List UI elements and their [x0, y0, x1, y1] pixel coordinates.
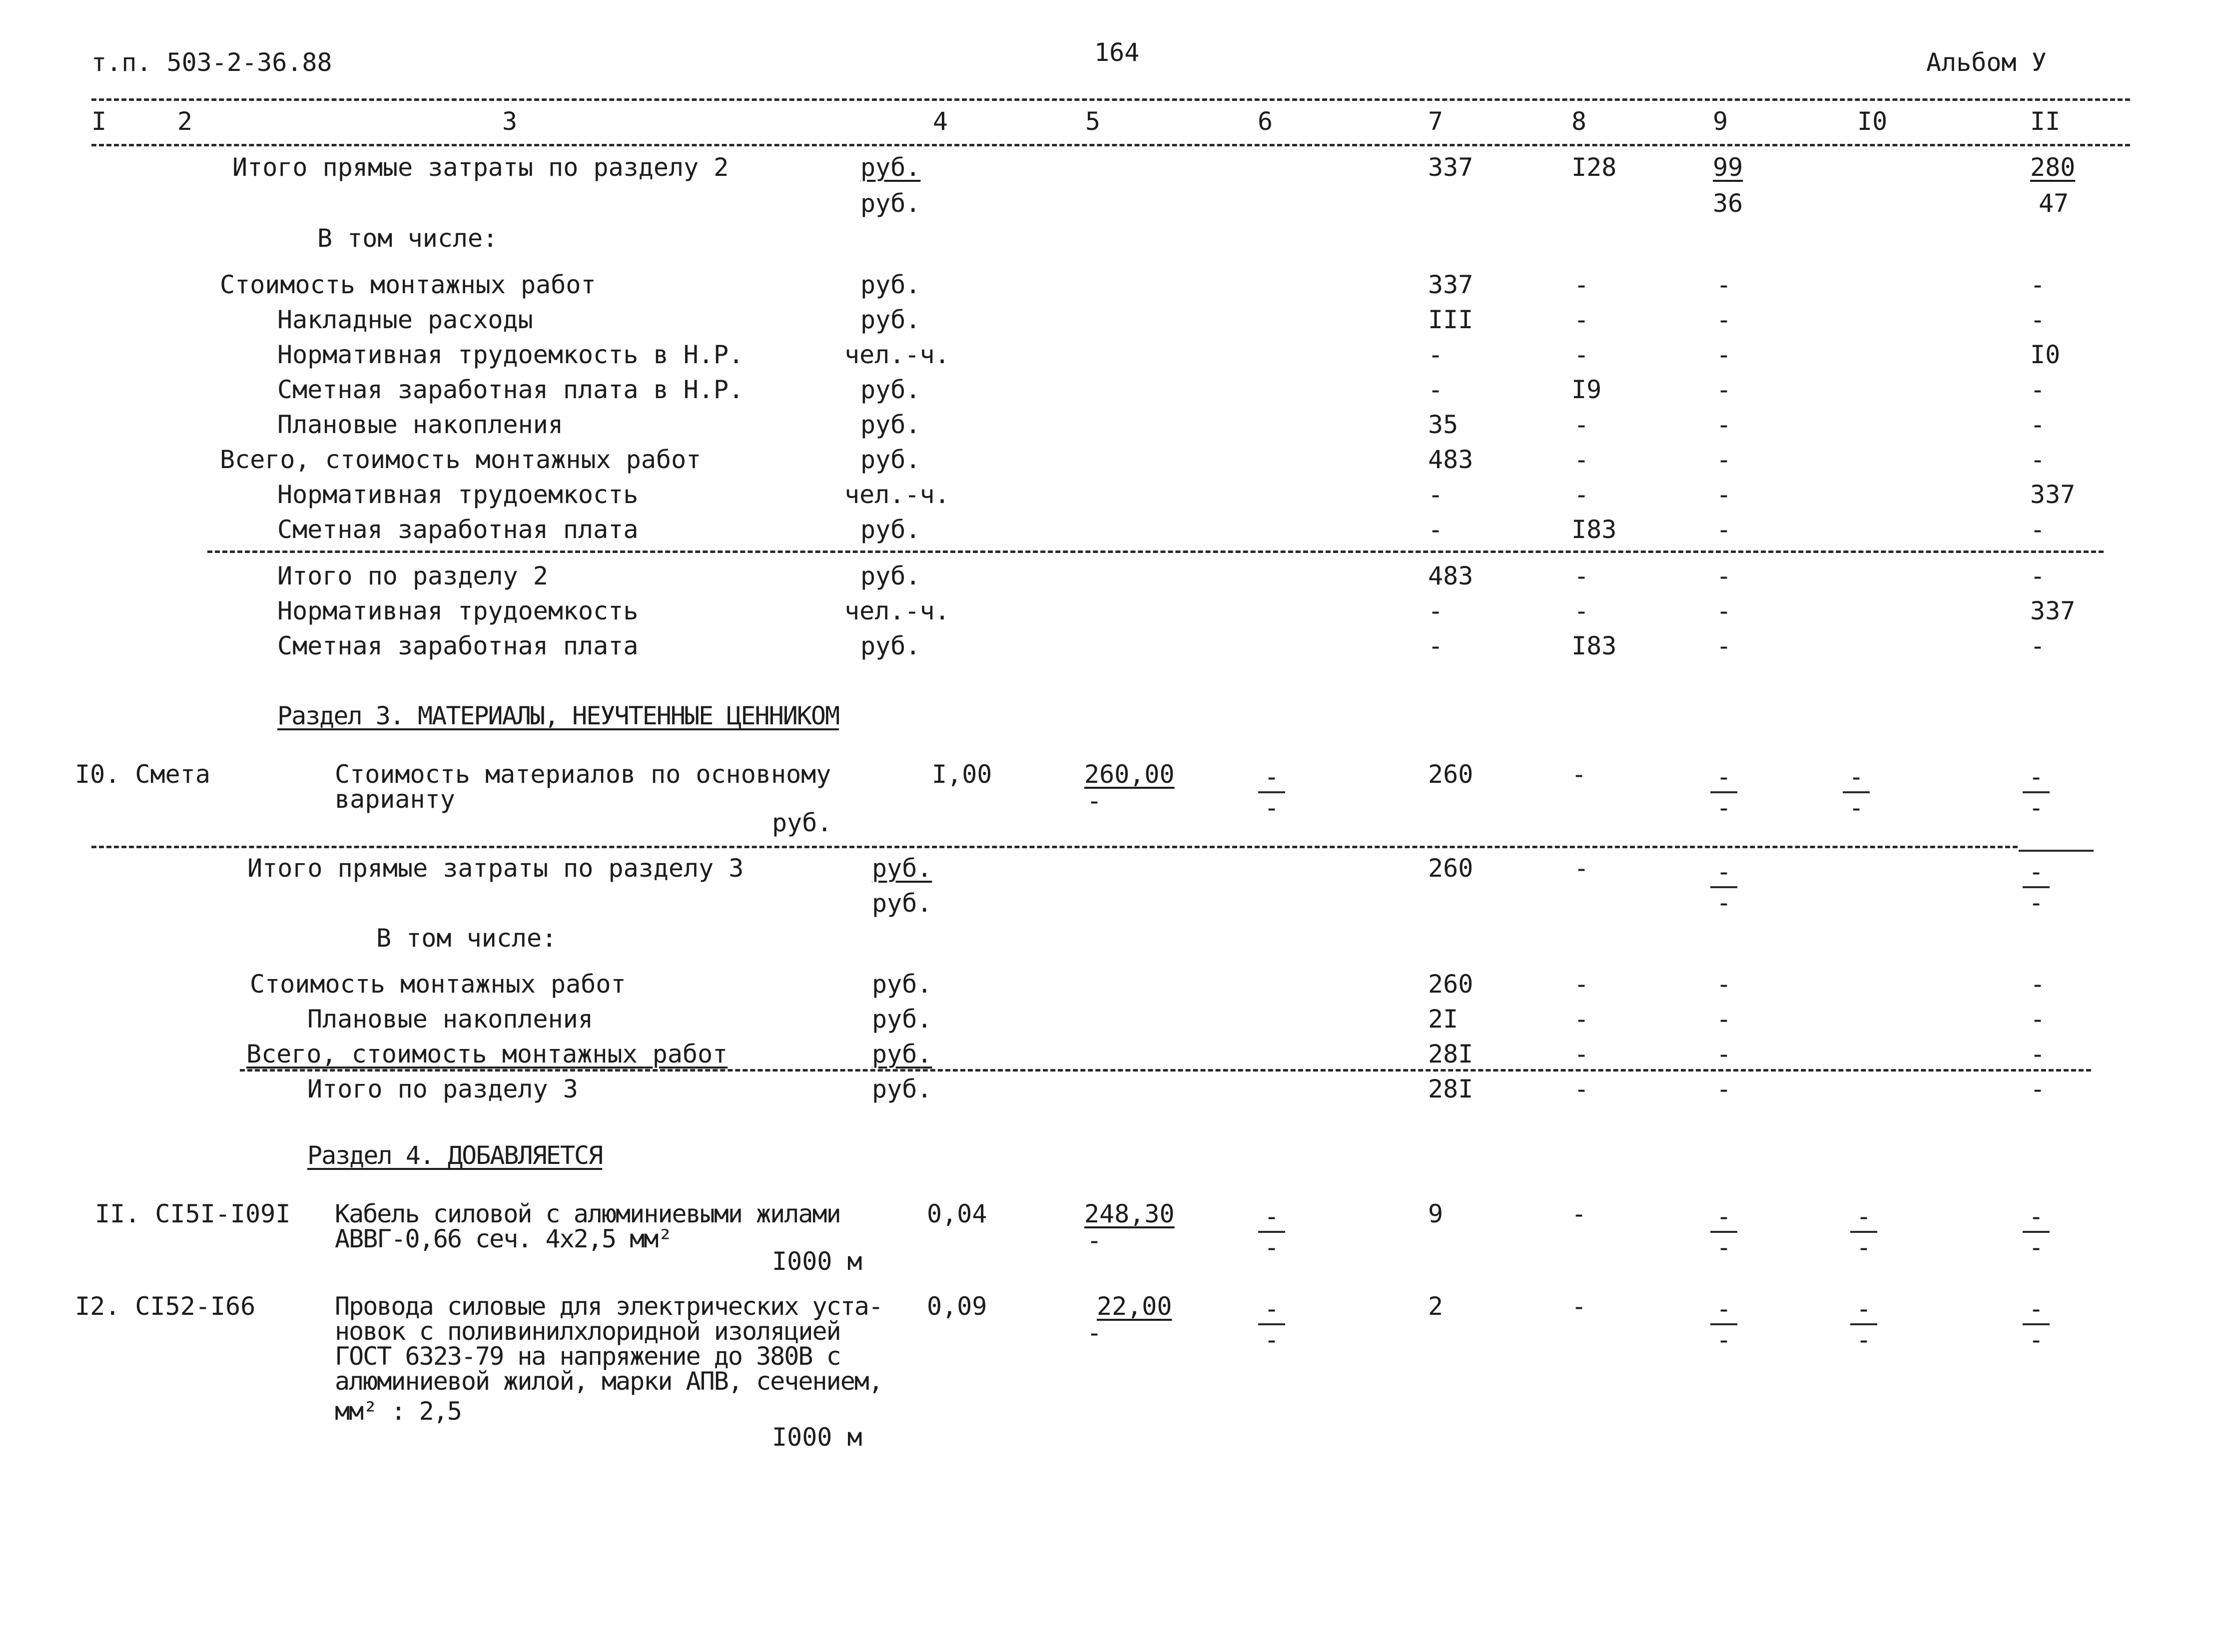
section2-col11-top: 280	[2030, 153, 2076, 182]
section3-unit: руб.	[872, 854, 932, 883]
item-desc-line2: варианту	[335, 785, 455, 814]
item-desc-line: мм² : 2,5	[335, 1397, 461, 1426]
row-col9: -	[1716, 970, 1732, 999]
row-label: Итого по разделу 3	[307, 1075, 578, 1103]
section2-including: В том числе:	[317, 224, 498, 253]
page-number: 164	[1094, 38, 1140, 67]
row-col7: 35	[1428, 410, 1459, 439]
doc-reference: т.п. 503-2-36.88	[91, 48, 332, 77]
col-header-1: I	[91, 107, 107, 136]
row-unit: руб.	[860, 631, 921, 660]
row-label: Итого по разделу 2	[277, 561, 548, 590]
col-header-8: 8	[1571, 107, 1587, 136]
row-col9: -	[1716, 561, 1732, 590]
item-number: I2. CI52-I66	[75, 1292, 256, 1321]
section2-col7: 337	[1428, 153, 1474, 182]
row-unit: руб.	[860, 375, 921, 404]
row-col9: -	[1716, 631, 1732, 660]
section2-col9-top: 99	[1713, 153, 1743, 182]
section3-unit-2: руб.	[872, 889, 932, 918]
row-label: Всего, стоимость монтажных работ	[220, 445, 702, 474]
row-unit: чел.-ч.	[844, 596, 950, 625]
item-col7: 2	[1428, 1292, 1444, 1321]
item-col7: 9	[1428, 1199, 1444, 1228]
fraction-dash-mark: - -	[1254, 764, 1289, 820]
row-col7: -	[1428, 631, 1444, 660]
section2-col11-bottom: 47	[2039, 189, 2069, 218]
fraction-dash-mark: - -	[2019, 859, 2054, 915]
section3-total-divider	[240, 1069, 2091, 1072]
item-col8: -	[1571, 760, 1587, 789]
section2-direct-costs-label: Итого прямые затраты по разделу 2	[232, 153, 729, 182]
row-col9: -	[1716, 305, 1732, 334]
row-col7: -	[1428, 375, 1444, 404]
row-col8: -	[1574, 561, 1589, 590]
row-col7: 28I	[1428, 1075, 1474, 1103]
row-col7: -	[1428, 596, 1444, 625]
row-col9: -	[1716, 340, 1732, 369]
section3-including: В том числе:	[376, 924, 557, 953]
row-col11: -	[2030, 1040, 2046, 1069]
row-label: Плановые накопления	[307, 1005, 593, 1034]
row-label: Нормативная трудоемкость	[277, 480, 639, 509]
row-col11: -	[2030, 270, 2046, 299]
item-price-bottom: -	[1087, 786, 1102, 815]
row-col8: -	[1574, 410, 1589, 439]
row-col7: III	[1428, 305, 1474, 334]
row-label: Нормативная трудоемкость в Н.Р.	[277, 340, 744, 369]
row-col8: -	[1574, 305, 1589, 334]
row-col7: 2I	[1428, 1005, 1459, 1034]
item-unit: I000 м	[772, 1247, 862, 1276]
row-label: Стоимость монтажных работ	[220, 270, 596, 299]
section3-direct-costs-label: Итого прямые затраты по разделу 3	[247, 854, 744, 883]
item-quantity: 0,09	[927, 1292, 987, 1321]
col-header-6: 6	[1258, 107, 1273, 136]
header-bottom-rule	[91, 144, 2130, 146]
row-col8: I83	[1571, 515, 1617, 544]
row-col9: -	[1716, 1075, 1732, 1103]
row-col8: -	[1574, 340, 1589, 369]
row-col9: -	[1716, 515, 1732, 544]
row-unit: руб.	[860, 410, 921, 439]
item-desc-line: АВВГ-0,66 сеч. 4х2,5 мм²	[335, 1224, 672, 1253]
col-header-2: 2	[177, 107, 193, 136]
row-col11: -	[2030, 970, 2046, 999]
row-col7: -	[1428, 480, 1444, 509]
row-col11: -	[2030, 305, 2046, 334]
item-desc-line: Провода силовые для электрических уста-	[335, 1292, 882, 1321]
fraction-dash-mark: - -	[2019, 1204, 2054, 1260]
col-header-4: 4	[933, 107, 948, 136]
item-unit-price: 22,00	[1097, 1292, 1172, 1321]
row-label: Плановые накопления	[277, 410, 563, 439]
item-price-bottom: -	[1087, 1226, 1102, 1255]
col-header-11: II	[2030, 107, 2061, 136]
item-desc-line1: Стоимость материалов по основному	[335, 760, 831, 789]
fraction-dash-mark: - -	[1254, 1296, 1289, 1352]
col-header-3: 3	[502, 107, 518, 136]
row-label: Нормативная трудоемкость	[277, 596, 639, 625]
item-quantity: 0,04	[927, 1199, 987, 1228]
row-unit: руб.	[872, 970, 932, 999]
row-label: Сметная заработная плата	[277, 515, 639, 544]
row-unit: руб.	[872, 1005, 932, 1034]
row-col8: -	[1574, 1040, 1589, 1069]
section2-divider	[207, 551, 2104, 553]
section2-col9-bottom: 36	[1713, 189, 1743, 218]
row-col7: 28I	[1428, 1040, 1474, 1069]
section3-col7: 260	[1428, 854, 1474, 883]
row-unit: руб.	[872, 1040, 932, 1069]
row-label: Сметная заработная плата	[277, 631, 639, 660]
row-col9: -	[1716, 1040, 1732, 1069]
row-label: Сметная заработная плата в Н.Р.	[277, 375, 744, 404]
row-unit: руб.	[860, 270, 921, 299]
row-col7: -	[1428, 340, 1444, 369]
row-col11: -	[2030, 375, 2046, 404]
row-col11: -	[2030, 445, 2046, 474]
fraction-dash-mark: - -	[1706, 764, 1741, 820]
item-price-bottom: -	[1087, 1318, 1102, 1347]
section3-col8: -	[1574, 854, 1589, 883]
section3-divider	[91, 846, 2018, 848]
row-col9: -	[1716, 596, 1732, 625]
row-col8: I83	[1571, 631, 1617, 660]
fraction-dash-mark: - -	[1706, 859, 1741, 915]
col-header-10: I0	[1857, 107, 1888, 136]
col-header-9: 9	[1713, 107, 1728, 136]
col-header-7: 7	[1428, 107, 1444, 136]
section3-divider-solid	[2019, 850, 2094, 852]
row-col11: -	[2030, 561, 2046, 590]
item-col8: -	[1571, 1199, 1587, 1228]
row-col11: -	[2030, 1005, 2046, 1034]
row-col7: -	[1428, 515, 1444, 544]
row-label: Всего, стоимость монтажных работ	[246, 1040, 728, 1069]
row-col9: -	[1716, 445, 1732, 474]
row-col8: I9	[1571, 375, 1602, 404]
row-unit: руб.	[860, 515, 921, 544]
row-col8: -	[1574, 1005, 1589, 1034]
item-col8: -	[1571, 1292, 1587, 1321]
section4-heading: Раздел 4. ДОБАВЛЯЕТСЯ	[307, 1141, 603, 1170]
row-col11: -	[2030, 1075, 2046, 1103]
row-col9: -	[1716, 270, 1732, 299]
fraction-dash-mark: - -	[1706, 1204, 1741, 1260]
album-label: Альбом У	[1926, 48, 2047, 77]
row-col11: 337	[2030, 480, 2076, 509]
item-desc-line: алюминиевой жилой, марки АПВ, сечением,	[335, 1367, 882, 1396]
item-unit: руб.	[772, 808, 832, 837]
row-col7: 483	[1428, 561, 1474, 590]
section3-heading: Раздел 3. МАТЕРИАЛЫ, НЕУЧТЕННЫЕ ЦЕННИКОМ	[277, 701, 839, 730]
fraction-dash-mark: - -	[1839, 764, 1874, 820]
row-col8: -	[1574, 970, 1589, 999]
fraction-dash-mark: - -	[1254, 1204, 1289, 1260]
item-desc-line: Кабель силовой с алюминиевыми жилами	[335, 1199, 840, 1228]
header-top-rule	[91, 98, 2130, 101]
item-unit: I000 м	[772, 1423, 862, 1452]
col-header-5: 5	[1085, 107, 1101, 136]
fraction-dash-mark: - -	[2019, 764, 2054, 820]
fraction-dash-mark: - -	[1846, 1204, 1881, 1260]
row-col7: 260	[1428, 970, 1474, 999]
item-quantity: I,00	[932, 760, 992, 789]
fraction-dash-mark: - -	[1846, 1296, 1881, 1352]
row-unit: руб.	[860, 445, 921, 474]
item-unit-price: 248,30	[1084, 1199, 1175, 1228]
row-col8: -	[1574, 270, 1589, 299]
row-unit: руб.	[872, 1075, 932, 1103]
row-label: Стоимость монтажных работ	[250, 970, 626, 999]
item-desc-line: новок с поливинилхлоридной изоляцией	[335, 1317, 840, 1346]
row-unit: руб.	[860, 561, 921, 590]
row-unit: руб.	[860, 305, 921, 334]
section2-unit: руб.	[860, 153, 921, 182]
row-unit: чел.-ч.	[844, 340, 950, 369]
item-number: I0. Смета	[75, 760, 210, 789]
row-col8: -	[1574, 596, 1589, 625]
row-col9: -	[1716, 375, 1732, 404]
row-col11: -	[2030, 631, 2046, 660]
fraction-dash-mark: - -	[1706, 1296, 1741, 1352]
row-label: Накладные расходы	[277, 305, 533, 334]
row-col7: 337	[1428, 270, 1474, 299]
row-col11: 337	[2030, 596, 2076, 625]
row-col9: -	[1716, 1005, 1732, 1034]
row-col9: -	[1716, 480, 1732, 509]
fraction-dash-mark: - -	[2019, 1296, 2054, 1352]
item-unit-price: 260,00	[1084, 760, 1175, 789]
item-number: II. CI5I-I09I	[95, 1199, 291, 1228]
row-col8: -	[1574, 480, 1589, 509]
row-col11: -	[2030, 410, 2046, 439]
section2-unit-2: руб.	[860, 189, 921, 218]
row-col8: -	[1574, 445, 1589, 474]
item-col7: 260	[1428, 760, 1474, 789]
row-col7: 483	[1428, 445, 1474, 474]
row-col8: -	[1574, 1075, 1589, 1103]
row-unit: чел.-ч.	[844, 480, 950, 509]
item-desc-line: ГОСТ 6323-79 на напряжение до 380В с	[335, 1342, 840, 1371]
section2-col8: I28	[1571, 153, 1617, 182]
row-col9: -	[1716, 410, 1732, 439]
row-col11: -	[2030, 515, 2046, 544]
row-col11: I0	[2030, 340, 2061, 369]
